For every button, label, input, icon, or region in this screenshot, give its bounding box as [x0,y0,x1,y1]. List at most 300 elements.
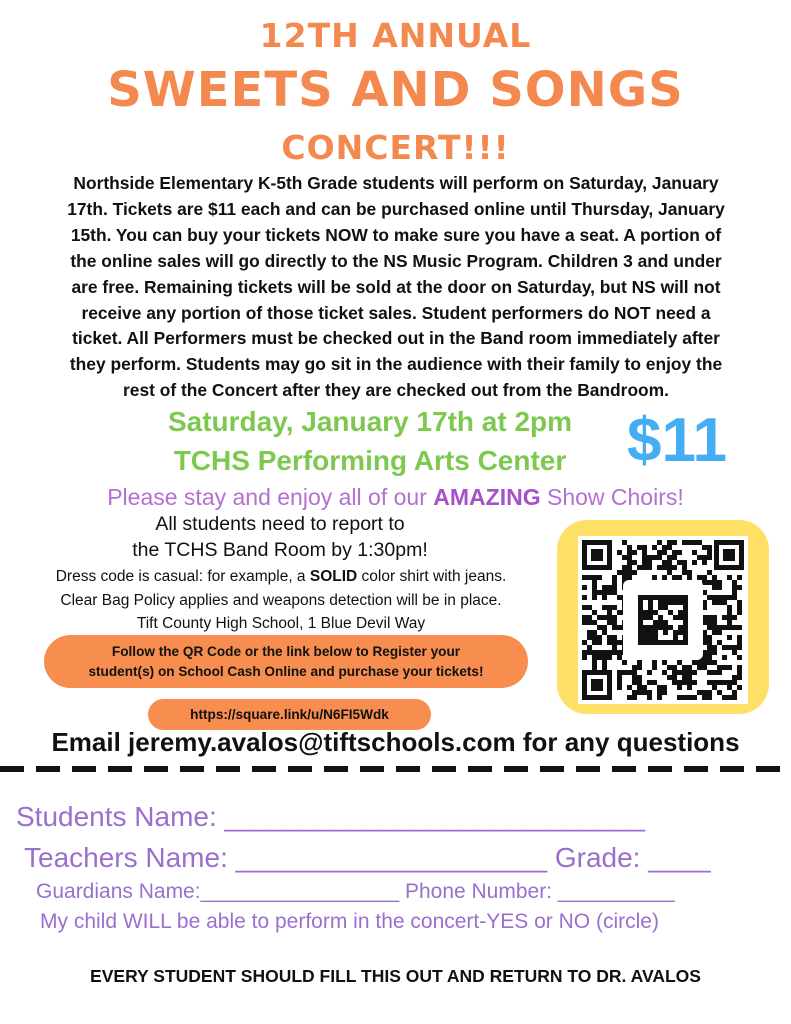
qr-module [687,680,692,685]
qr-module [732,590,737,595]
qr-module [677,575,682,580]
qr-module [682,670,687,675]
qr-module [657,685,662,690]
intro-line: the online sales will go directly to the NS Music Program. Children 3 and under [70,250,722,271]
bag-policy: Clear Bag Policy applies and weapons detection will be in place. [60,592,502,609]
qr-module [697,540,702,545]
qr-module [582,640,587,645]
qr-module [727,685,732,690]
qr-module [647,680,652,685]
qr-module [627,550,632,555]
qr-module [737,665,742,670]
qr-module [657,550,662,555]
qr-module [653,635,658,640]
qr-module [682,565,687,570]
qr-module [707,595,712,600]
guardian-phone-field[interactable]: Guardians Name:_________________ Phone Number: __________ [36,880,675,903]
qr-module [658,600,663,605]
qr-module [707,680,712,685]
qr-module [592,575,597,580]
qr-module [702,665,707,670]
qr-module [607,650,612,655]
qr-module [587,650,592,655]
qr-module [617,570,622,575]
qr-module [663,625,668,630]
qr-module [642,560,647,565]
register-link[interactable]: https://square.link/u/N6FI5Wdk [148,699,431,730]
qr-module [673,600,678,605]
qr-module [702,655,707,660]
title-annual: 12TH ANNUAL [259,16,532,55]
qr-module [617,610,622,615]
qr-module [677,680,682,685]
qr-module [717,690,722,695]
dress-text: Dress code is casual: for example, a [55,568,310,585]
qr-finder-bottom-left [582,670,612,700]
qr-module [722,625,727,630]
qr-module [682,560,687,565]
qr-module [687,695,692,700]
qr-module [627,570,632,575]
qr-module [582,595,587,600]
qr-module [582,615,587,620]
qr-module [648,600,653,605]
qr-module [673,615,678,620]
qr-module [653,595,658,600]
qr-module [602,650,607,655]
qr-module [717,625,722,630]
qr-module [702,545,707,550]
qr-module [652,680,657,685]
qr-module [683,640,688,645]
qr-module [662,685,667,690]
qr-module [627,685,632,690]
qr-module [672,680,677,685]
qr-module [592,655,597,660]
qr-module [732,625,737,630]
qr-module [707,650,712,655]
dress-text-end: color shirt with jeans. [357,568,507,585]
qr-module [678,610,683,615]
qr-module [732,690,737,695]
qr-module [622,555,627,560]
qr-module [712,615,717,620]
qr-module [632,570,637,575]
qr-module [658,625,663,630]
qr-module [722,600,727,605]
qr-module [622,540,627,545]
qr-module [702,580,707,585]
qr-module [737,635,742,640]
qr-module [647,560,652,565]
qr-module [683,620,688,625]
qr-module [682,665,687,670]
qr-module [663,620,668,625]
qr-module [602,625,607,630]
qr-module [627,565,632,570]
qr-module [737,685,742,690]
qr-module [648,605,653,610]
qr-module [638,635,643,640]
qr-module [672,665,677,670]
qr-module [707,580,712,585]
qr-module [663,600,668,605]
qr-module [587,645,592,650]
qr-module [697,555,702,560]
qr-module [717,680,722,685]
qr-module [642,550,647,555]
qr-module [667,675,672,680]
qr-module [672,575,677,580]
qr-module [617,595,622,600]
qr-module [638,595,643,600]
qr-module [632,550,637,555]
qr-module [722,655,727,660]
qr-module [677,660,682,665]
qr-module [707,555,712,560]
qr-module [687,675,692,680]
qr-module [702,660,707,665]
qr-module [643,595,648,600]
qr-module [622,565,627,570]
qr-module [657,555,662,560]
qr-module [727,605,732,610]
qr-module [602,615,607,620]
qr-module [642,690,647,695]
qr-module [607,635,612,640]
qr-module [682,680,687,685]
qr-module [602,660,607,665]
qr-module [662,575,667,580]
qr-module [712,670,717,675]
qr-module [732,595,737,600]
dashed-cut-line [0,765,791,773]
qr-module [638,625,643,630]
qr-module [617,655,622,660]
qr-module [707,570,712,575]
qr-module [727,635,732,640]
qr-module [637,665,642,670]
qr-module [592,640,597,645]
qr-module [692,660,697,665]
qr-module [632,670,637,675]
qr-module [737,575,742,580]
perform-consent-field[interactable]: My child WILL be able to perform in the concert-YES or NO (circle) [40,910,659,933]
qr-module [597,615,602,620]
qr-module [597,575,602,580]
qr-module [627,695,632,700]
qr-module [607,585,612,590]
qr-module [717,585,722,590]
qr-module [658,620,663,625]
qr-module [702,690,707,695]
qr-module [668,600,673,605]
qr-module [697,575,702,580]
qr-module [617,670,622,675]
qr-module [653,640,658,645]
qr-module [658,595,663,600]
qr-module [737,670,742,675]
qr-module [607,590,612,595]
show-choirs-note [0,484,791,511]
qr-module [602,655,607,660]
qr-module [687,685,692,690]
qr-module [672,540,677,545]
student-name-field[interactable]: Students Name: ___________________________ [16,801,646,832]
qr-module [678,630,683,635]
qr-module [737,605,742,610]
intro-paragraph [38,171,754,404]
qr-module [672,565,677,570]
qr-module [663,605,668,610]
qr-module [712,595,717,600]
qr-module [692,560,697,565]
qr-module [712,625,717,630]
qr-module [612,605,617,610]
dress-code [16,568,546,586]
qr-module [622,570,627,575]
qr-module [702,575,707,580]
qr-module [712,575,717,580]
report-line-1: All students need to report to [155,513,405,535]
qr-module [668,625,673,630]
qr-module [662,545,667,550]
teacher-grade-field[interactable]: Teachers Name: ____________________ Grade: ____ [24,842,711,873]
qr-module [617,640,622,645]
intro-line: they perform. Students may go sit in the audience with their family to enjoy the [69,354,723,375]
qr-module [702,555,707,560]
report-line-2: the TCHS Band Room by 1:30pm! [132,539,428,561]
qr-module [717,600,722,605]
qr-module [712,580,717,585]
qr-module [717,665,722,670]
qr-module [592,585,597,590]
qr-module [668,610,673,615]
qr-module [632,675,637,680]
qr-module [732,680,737,685]
qr-finder-top-left [582,540,612,570]
qr-module [678,600,683,605]
qr-module [673,635,678,640]
qr-module [657,690,662,695]
qr-module [607,640,612,645]
qr-module [737,675,742,680]
qr-module [737,600,742,605]
qr-module [582,575,587,580]
qr-module [648,640,653,645]
qr-module [722,595,727,600]
qr-module [702,695,707,700]
qr-module [657,540,662,545]
qr-module [687,570,692,575]
qr-module [673,640,678,645]
return-instruction: EVERY STUDENT SHOULD FILL THIS OUT AND RETURN TO DR. AVALOS [90,966,701,986]
qr-module [707,545,712,550]
qr-module [727,615,732,620]
qr-module [677,670,682,675]
qr-module [592,580,597,585]
qr-module [717,580,722,585]
qr-module [712,680,717,685]
qr-module [597,625,602,630]
qr-module [637,660,642,665]
qr-module [662,670,667,675]
qr-module [648,635,653,640]
qr-module [592,610,597,615]
qr-module [672,670,677,675]
qr-module [612,645,617,650]
qr-module [587,620,592,625]
qr-module [682,570,687,575]
title-concert: CONCERT!!! [281,128,510,167]
qr-module [727,695,732,700]
qr-module [622,670,627,675]
qr-module [642,685,647,690]
intro-line: rest of the Concert after they are checked out from the Bandroom. [123,380,669,401]
qr-module [642,545,647,550]
qr-module [582,655,587,660]
event-date-time: Saturday, January 17th at 2pm [167,406,573,437]
qr-module [737,625,742,630]
qr-module [683,635,688,640]
qr-module [678,625,683,630]
qr-module [712,660,717,665]
qr-module [617,625,622,630]
qr-module [717,670,722,675]
qr-module [727,625,732,630]
choirs-emphasis: AMAZING [433,484,541,510]
intro-line: ticket. All Performers must be checked out in the Band room immediately after [72,328,720,349]
qr-module [707,660,712,665]
qr-module [667,540,672,545]
qr-module [612,580,617,585]
qr-module [607,655,612,660]
qr-module [707,670,712,675]
qr-module [592,635,597,640]
qr-module [727,665,732,670]
qr-module [602,605,607,610]
qr-module [677,560,682,565]
qr-module [648,625,653,630]
qr-module [642,565,647,570]
qr-module [607,605,612,610]
intro-line: receive any portion of those ticket sales. Student performers do NOT need a [81,302,711,323]
venue-address: Tift County High School, 1 Blue Devil Way [136,615,426,632]
qr-module [707,645,712,650]
qr-module [643,615,648,620]
qr-module [727,610,732,615]
qr-module [687,670,692,675]
qr-module [687,575,692,580]
qr-module [612,640,617,645]
qr-module [648,595,653,600]
qr-module [582,605,587,610]
qr-module [707,550,712,555]
qr-module [682,695,687,700]
intro-line: 17th. Tickets are $11 each and can be purchased online until Thursday, January [67,198,725,219]
qr-module [732,645,737,650]
qr-module [712,630,717,635]
qr-module [727,595,732,600]
qr-module [638,605,643,610]
qr-module [592,620,597,625]
qr-module [683,615,688,620]
qr-module [617,550,622,555]
qr-module [582,620,587,625]
qr-module [683,600,688,605]
qr-module [653,630,658,635]
qr-module [643,640,648,645]
qr-module [587,605,592,610]
qr-module [612,635,617,640]
qr-module [617,650,622,655]
qr-module [707,695,712,700]
qr-module [622,575,627,580]
choirs-text: Please stay and enjoy all of our [107,484,434,510]
qr-module [627,560,632,565]
qr-module [712,645,717,650]
qr-module [732,695,737,700]
qr-module [727,645,732,650]
qr-module [662,660,667,665]
qr-module [677,550,682,555]
qr-module [707,655,712,660]
qr-module [722,695,727,700]
qr-module [642,555,647,560]
qr-module [597,635,602,640]
qr-module [647,695,652,700]
qr-module [687,540,692,545]
qr-module [672,555,677,560]
qr-module [607,620,612,625]
qr-module [677,685,682,690]
qr-module [722,665,727,670]
qr-module [612,620,617,625]
qr-module [627,545,632,550]
qr-module [663,640,668,645]
qr-module [707,625,712,630]
qr-module [662,560,667,565]
register-instructions [44,635,528,688]
qr-module [702,560,707,565]
qr-module [687,665,692,670]
qr-module [587,575,592,580]
ticket-price: $11 [626,406,728,475]
qr-module [643,630,648,635]
qr-module [712,620,717,625]
contact-email[interactable]: Email jeremy.avalos@tiftschools.com for any questions [51,727,740,757]
qr-module [652,660,657,665]
qr-module [663,595,668,600]
qr-module [652,665,657,670]
qr-code-icon[interactable] [578,536,748,704]
qr-module [697,690,702,695]
qr-module [653,620,658,625]
qr-module [737,585,742,590]
register-line-2: student(s) on School Cash Online and purchase your tickets! [88,664,484,679]
qr-module [632,665,637,670]
qr-module [732,650,737,655]
qr-module [673,595,678,600]
qr-module [673,630,678,635]
qr-module [678,595,683,600]
qr-module [712,600,717,605]
qr-module [632,690,637,695]
qr-module [612,650,617,655]
dress-emphasis: SOLID [309,568,358,585]
qr-module [597,640,602,645]
qr-module [612,615,617,620]
